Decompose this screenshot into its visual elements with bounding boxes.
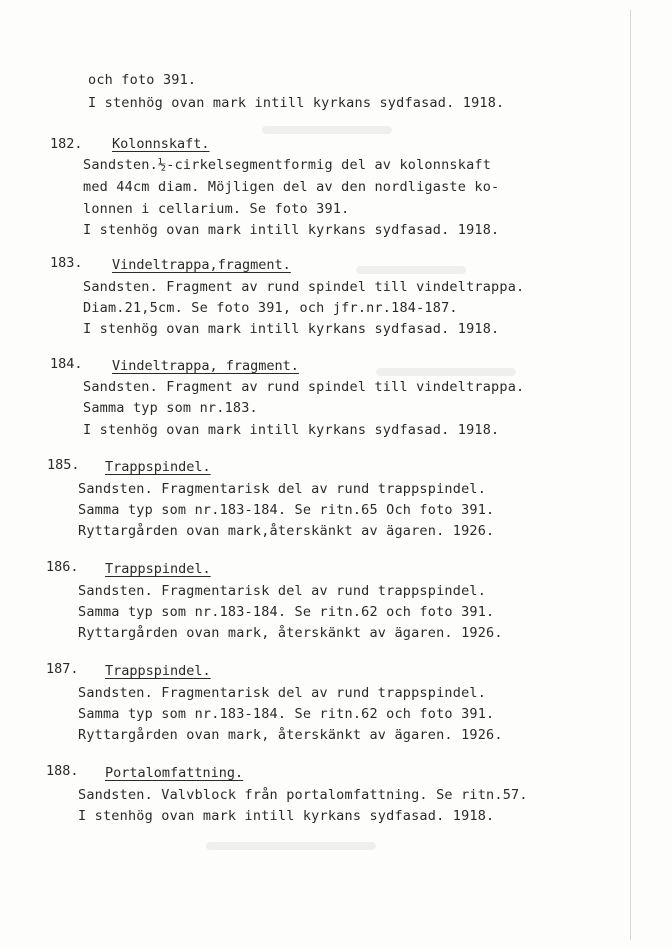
entry-title: Portalomfattning. (105, 765, 244, 781)
entry-line: I stenhög ovan mark intill kyrkans sydfasad. 1918. (83, 321, 500, 337)
entry-line: Samma typ som nr.183-184. Se ritn.62 och foto 391. (78, 604, 495, 620)
entry-title: Trappspindel. (105, 561, 211, 577)
entry-number: 188. (46, 763, 79, 779)
intro-line: och foto 391. (88, 72, 197, 88)
entry-number: 182. (50, 136, 83, 152)
entry-title: Vindeltrappa,fragment. (112, 257, 291, 273)
show-through-smudge (206, 842, 376, 850)
show-through-smudge (376, 368, 516, 376)
entry-line: Samma typ som nr.183-184. Se ritn.65 Och foto 391. (78, 502, 495, 518)
entry-line: Sandsten. Fragment av rund spindel till vindeltrappa. (83, 279, 525, 295)
entry-line: I stenhög ovan mark intill kyrkans sydfasad. 1918. (78, 808, 495, 824)
entry-number: 187. (46, 661, 79, 677)
entry-number: 183. (50, 255, 83, 271)
entry-line: Ryttargården ovan mark, återskänkt av ägaren. 1926. (78, 727, 503, 743)
entry-line: I stenhög ovan mark intill kyrkans sydfasad. 1918. (83, 422, 500, 438)
entry-line: Sandsten.½-cirkelsegmentformig del av kolonnskaft (83, 157, 492, 173)
entry-title: Trappspindel. (105, 663, 211, 679)
entry-line: Sandsten. Fragment av rund spindel till vindeltrappa. (83, 379, 525, 395)
entry-line: Diam.21,5cm. Se foto 391, och jfr.nr.184-187. (83, 300, 458, 316)
show-through-smudge (356, 266, 466, 274)
entry-number: 186. (46, 559, 79, 575)
entry-line: Samma typ som nr.183. (83, 400, 258, 416)
entry-line: lonnen i cellarium. Se foto 391. (83, 201, 350, 217)
entry-number: 185. (47, 457, 80, 473)
entry-title: Vindeltrappa, fragment. (112, 358, 299, 374)
entry-line: Sandsten. Valvblock från portalomfattning. Se ritn.57. (78, 787, 528, 803)
show-through-smudge (262, 126, 392, 134)
entry-title: Kolonnskaft. (112, 136, 210, 152)
entry-line: Ryttargården ovan mark,återskänkt av ägaren. 1926. (78, 523, 495, 539)
entry-line: Sandsten. Fragmentarisk del av rund trappspindel. (78, 685, 487, 701)
intro-line: I stenhög ovan mark intill kyrkans sydfasad. 1918. (88, 95, 505, 111)
entry-title: Trappspindel. (105, 459, 211, 475)
entry-line: I stenhög ovan mark intill kyrkans sydfasad. 1918. (83, 222, 500, 238)
entry-line: Sandsten. Fragmentarisk del av rund trappspindel. (78, 481, 487, 497)
entry-line: Sandsten. Fragmentarisk del av rund trappspindel. (78, 583, 487, 599)
entry-line: Ryttargården ovan mark, återskänkt av ägaren. 1926. (78, 625, 503, 641)
entry-line: Samma typ som nr.183-184. Se ritn.62 och foto 391. (78, 706, 495, 722)
entry-number: 184. (50, 356, 83, 372)
entry-line: med 44cm diam. Möjligen del av den nordligaste ko- (83, 179, 500, 195)
page-edge-line (630, 10, 631, 940)
